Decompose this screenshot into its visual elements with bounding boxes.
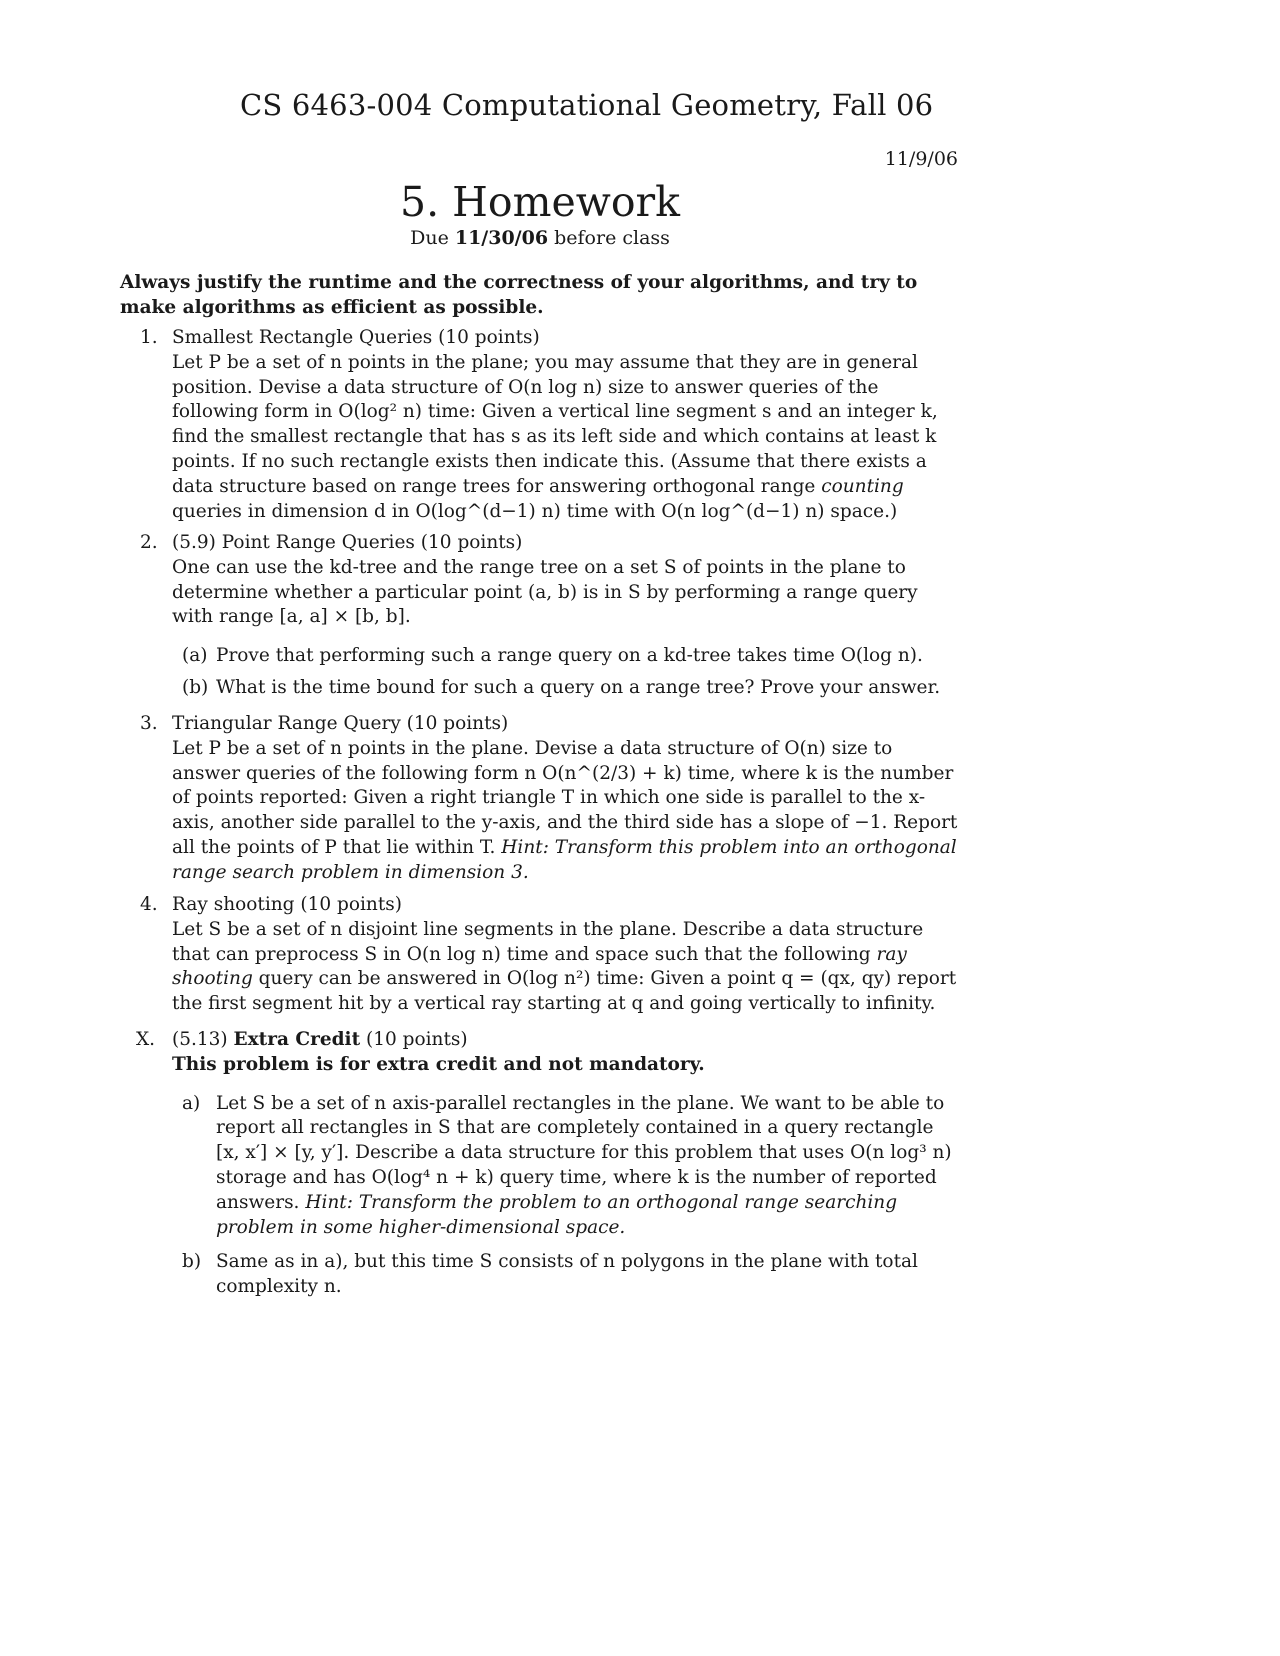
subproblem-label: (a) [182,645,208,667]
due-line [0,227,1080,249]
problem-title: (5.9) Point Range Queries (10 points) [172,532,523,553]
problem-text-end: queries in dimension d in O(log^(d−1) n) time with O(n log^(d−1) n) space.) [172,500,898,522]
problem-number: 2. [140,532,158,553]
subproblem-text: Let S be a set of n axis-parallel rectangles in the plane. We want to be able to report all rectangles in S that are completely contained in a query rectangle [x, x′] × [y, y′]. Describe a data structure for this problem that uses O(n log³ n) storage and has O(log⁴ n + k) query time, where k is the number of reported answers. [216,1092,952,1213]
problem-text-italic: ray shooting [172,943,907,990]
problem-text-italic: counting [821,475,904,497]
extra-credit-note: This problem is for extra credit and not mandatory. [172,1053,705,1075]
problem-number: X. [136,1029,156,1050]
document-date: 11/9/06 [884,148,958,170]
problem-title: Smallest Rectangle Queries (10 points) [172,327,540,348]
problem-title [172,1028,960,1053]
due-prefix: Due [410,227,455,249]
problem-1 [140,326,960,524]
problem-number: 3. [140,713,158,734]
problem-4 [140,893,960,1017]
problem-number: 4. [140,894,158,915]
subproblem-b [182,1250,960,1300]
problem-text-end: query can be answered in O(log n²) time: Given a point q = (qx, qy) report the first segment hit by a vertical ray starting at q and going vertically to infinity. [172,968,957,1015]
subproblem-a [182,644,960,669]
problem-title: Ray shooting (10 points) [172,894,402,915]
problem-text: One can use the kd-tree and the range tree on a set S of points in the plane to determine whether a particular point (a, b) is in S by performing a range query with range [a, a] × [b, b]. [172,556,918,628]
instructions: Always justify the runtime and the correctness of your algorithms, and try to make algorithms as efficient as possible. [120,272,918,318]
subproblem-label: b) [182,1251,202,1273]
title-prefix: (5.13) [172,1029,234,1050]
title-bold: Extra Credit [233,1029,361,1050]
course-title: CS 6463-004 Computational Geometry, Fall 06 [240,88,934,122]
problem-extra-credit [136,1028,960,1300]
subproblem-label: (b) [182,676,209,698]
problem-text: Let P be a set of n points in the plane; you may assume that they are in general position. Devise a data structure of O(n log n) size to answer queries of the following form in O(log² n) time: Given a vertical line segment s and an integer k, find the smallest rectangle that has s as its left side and which contains at least k points. If no such rectangle exists then indicate this. (Assume that there exists a data structure based on range trees for answering orthogonal range [172,351,938,497]
problem-text: Let P be a set of n points in the plane. Devise a data structure of O(n) size to answer queries of the following form n O(n^(2/3) + k) time, where k is the number of points reported: Given a right triangle T in which one side is parallel to the x-axis, another side parallel to the y-axis, and the third side has a slope of −1. Report all the points of P that lie within T. [172,737,958,858]
due-suffix: before class [548,227,670,249]
subproblem-a [182,1092,960,1241]
subproblem-b [182,676,960,701]
homework-title: 5. Homework [400,178,680,226]
subproblem-text: What is the time bound for such a query on a range tree? Prove your answer. [216,676,941,698]
problem-title: Triangular Range Query (10 points) [172,713,509,734]
problem-hint: Hint: Transform this problem into an orthogonal range search problem in dimension 3. [172,836,957,883]
problem-text: Let S be a set of n disjoint line segments in the plane. Describe a data structure that can preprocess S in O(n log n) time and space such that the following [172,918,924,965]
problem-number: 1. [140,327,158,348]
problem-2 [140,531,960,701]
subproblem-text: Same as in a), but this time S consists of n polygons in the plane with total complexity n. [216,1251,918,1298]
subproblem-label: a) [182,1092,201,1114]
subproblem-text: Prove that performing such a range query on a kd-tree takes time O(log n). [216,645,923,667]
subproblem-hint: Hint: Transform the problem to an orthogonal range searching problem in some higher-dimensional space. [216,1191,898,1238]
due-date: 11/30/06 [454,227,549,249]
title-suffix: (10 points) [360,1029,468,1050]
problem-3 [140,712,960,886]
